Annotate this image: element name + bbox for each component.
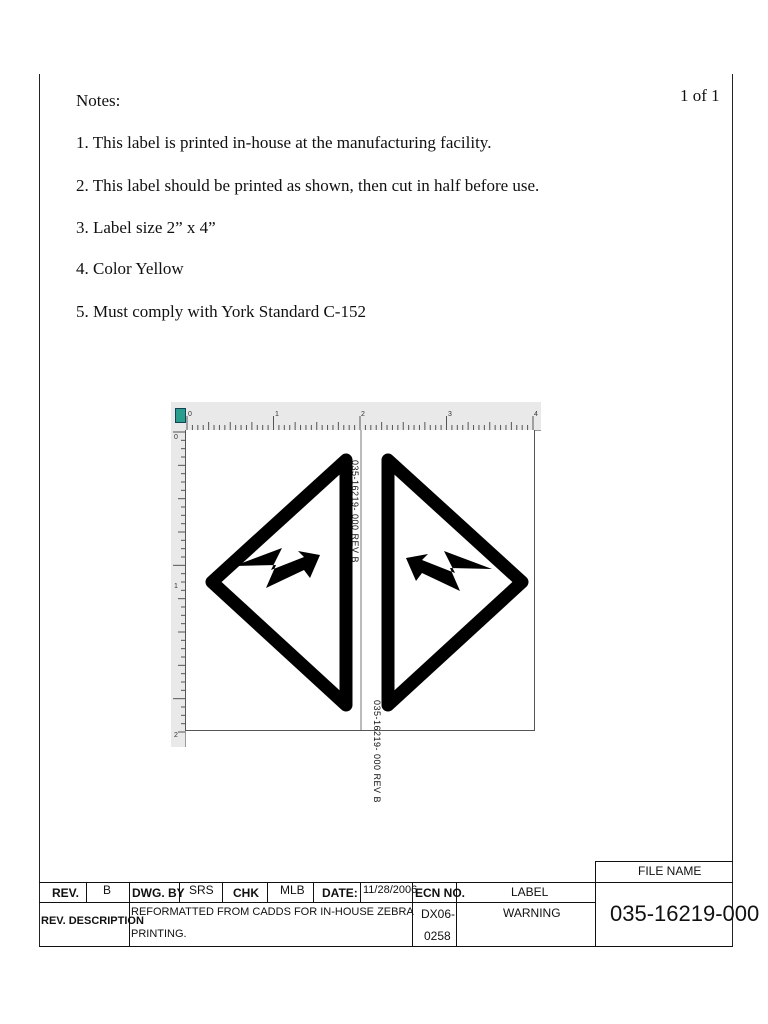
note-item: 5. Must comply with York Standard C-152 <box>76 302 366 321</box>
app-icon[interactable] <box>175 408 186 423</box>
dwg-by-value: SRS <box>189 883 214 897</box>
chk-value: MLB <box>280 883 305 897</box>
ecn-label: ECN NO. <box>415 886 466 900</box>
rev-label: REV. <box>52 886 79 900</box>
left-ruler <box>171 430 186 747</box>
ruler-label: 3 <box>448 411 452 418</box>
file-number: 035-16219-000 <box>610 901 760 926</box>
ruler-label: 2 <box>361 411 365 418</box>
part-number-text-left: 035-16219- 000 REV B <box>350 460 360 564</box>
tb-line <box>129 882 130 946</box>
tb-line <box>360 882 361 902</box>
ruler-label: 4 <box>534 411 538 418</box>
tb-line <box>222 882 223 902</box>
tb-line <box>86 882 87 902</box>
note-item: 3. Label size 2” x 4” <box>76 218 216 237</box>
note-item: 2. This label should be printed as shown, then cut in half before use. <box>76 176 540 195</box>
tb-line <box>595 861 733 862</box>
note-item: 4. Color Yellow <box>76 259 184 278</box>
tb-line <box>267 882 268 902</box>
label-drawing <box>171 402 541 804</box>
file-name-label: FILE NAME <box>638 864 702 878</box>
rev-value: B <box>103 883 112 897</box>
tb-line <box>39 882 733 883</box>
ecn-value: 0258 <box>424 929 451 943</box>
dwg-by-label: DWG. BY <box>132 886 185 900</box>
tb-line <box>595 861 596 947</box>
note-item: 1. This label is printed in-house at the manufacturing facility. <box>76 133 492 152</box>
date-value: 11/28/2006 <box>363 884 418 896</box>
ruler-label: 2 <box>174 732 178 739</box>
ecn-value: DX06- <box>421 907 456 921</box>
left-border <box>39 74 40 946</box>
date-label: DATE: <box>322 886 358 900</box>
part-number-text-right: 035-16219- 000 REV B <box>372 700 382 804</box>
top-ruler <box>171 402 541 431</box>
notes-heading: Notes: <box>76 91 121 110</box>
drawing-title: WARNING <box>503 906 561 920</box>
tb-line <box>39 946 733 947</box>
drawing-title: LABEL <box>511 885 549 899</box>
page-count: 1 of 1 <box>680 86 720 105</box>
tb-line <box>39 902 596 903</box>
label-canvas <box>185 430 535 804</box>
ruler-label: 1 <box>275 411 279 418</box>
ruler-label: 0 <box>188 411 192 418</box>
ruler-label: 1 <box>174 583 178 590</box>
tb-line <box>313 882 314 902</box>
left-warning-triangle <box>212 460 346 705</box>
rev-description-label: REV. DESCRIPTION <box>41 915 144 927</box>
right-lightning-bolt <box>406 551 492 591</box>
rev-description-value: PRINTING. <box>131 928 187 940</box>
warning-symbols <box>186 430 534 730</box>
chk-label: CHK <box>233 886 259 900</box>
rev-description-value: REFORMATTED FROM CADDS FOR IN-HOUSE ZEBRA <box>131 906 414 918</box>
ruler-ticks <box>171 402 541 430</box>
ruler-label: 0 <box>174 434 178 441</box>
right-border <box>732 74 733 946</box>
